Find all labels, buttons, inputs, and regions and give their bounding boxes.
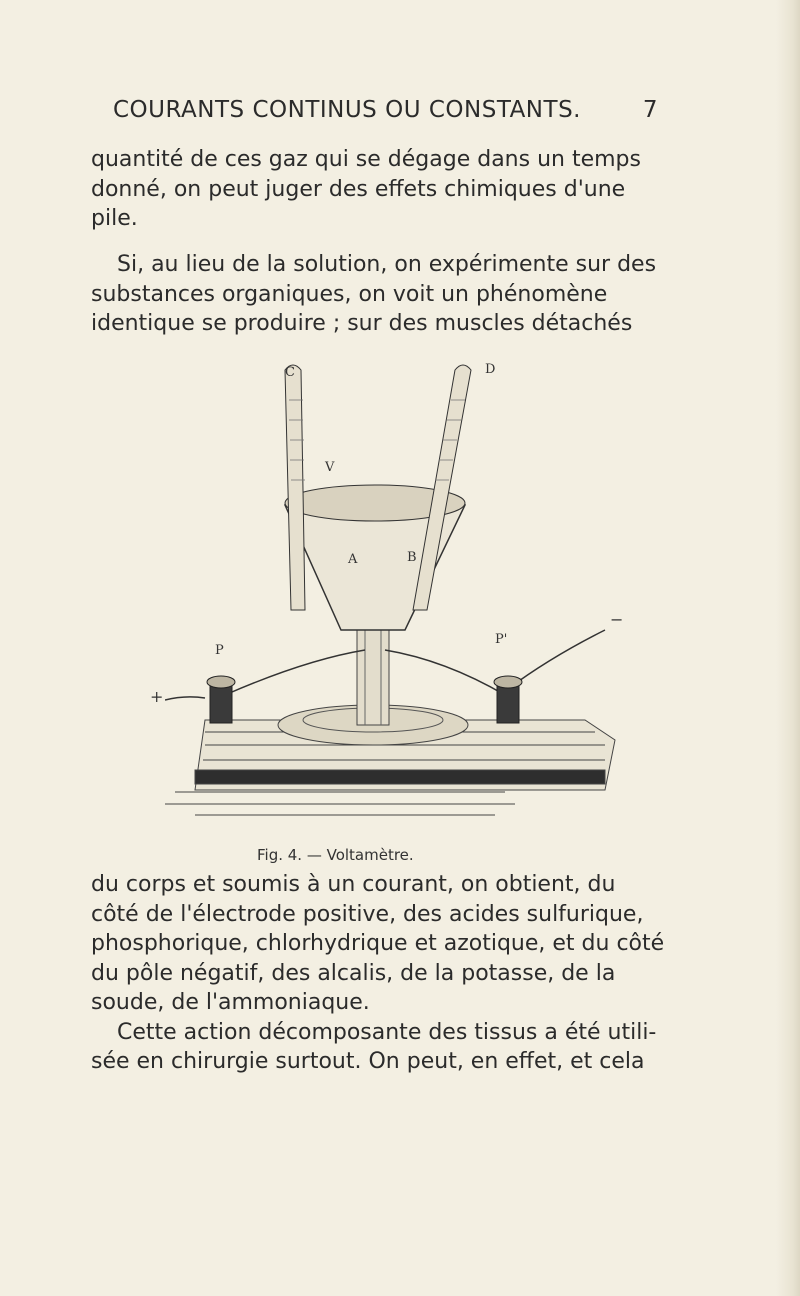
text-line: soude, de l'ammoniaque. <box>91 990 370 1015</box>
text-line: substances organiques, on voit un phénomène <box>91 281 608 307</box>
label-d: D <box>485 362 496 377</box>
text-line: pile. <box>91 206 138 231</box>
voltameter-illustration <box>165 360 635 822</box>
running-title: COURANTS CONTINUS OU CONSTANTS. <box>113 97 581 123</box>
text-line: du pôle négatif, des alcalis, de la potasse, de la <box>91 960 616 986</box>
text-line: du corps et soumis à un courant, on obtient, du <box>91 872 616 897</box>
figure-caption: Fig. 4. — Voltamètre. <box>257 846 414 864</box>
text-line: quantité de ces gaz qui se dégage dans un temps <box>91 147 641 172</box>
label-b: B <box>407 550 417 565</box>
text-line: Si, au lieu de la solution, on expérimente sur des <box>117 252 657 277</box>
text-line: sée en chirurgie surtout. On peut, en effet, et cela <box>91 1049 645 1074</box>
label-p: P <box>215 643 224 658</box>
label-plus: + <box>150 687 164 706</box>
text-line: donné, on peut juger des effets chimiques d'une <box>91 176 626 202</box>
label-a: A <box>348 552 358 567</box>
paragraph-1 <box>91 145 657 234</box>
label-v: V <box>325 460 335 475</box>
paragraph-3 <box>91 870 665 1077</box>
page-number: 7 <box>642 97 658 123</box>
text-line: identique se produire ; sur des muscles détachés <box>91 311 633 336</box>
paragraph-2 <box>91 250 657 339</box>
voltameter-figure <box>150 360 635 822</box>
text-line: côté de l'électrode positive, des acides sulfurique, <box>91 901 644 927</box>
label-p-prime: P' <box>495 632 508 647</box>
text-line: phosphorique, chlorhydrique et azotique, et du côté <box>91 931 665 956</box>
text-line: Cette action décomposante des tissus a été utili- <box>117 1019 657 1045</box>
page-edge <box>776 0 800 1296</box>
label-c: C <box>285 365 295 380</box>
label-minus: − <box>610 610 624 629</box>
